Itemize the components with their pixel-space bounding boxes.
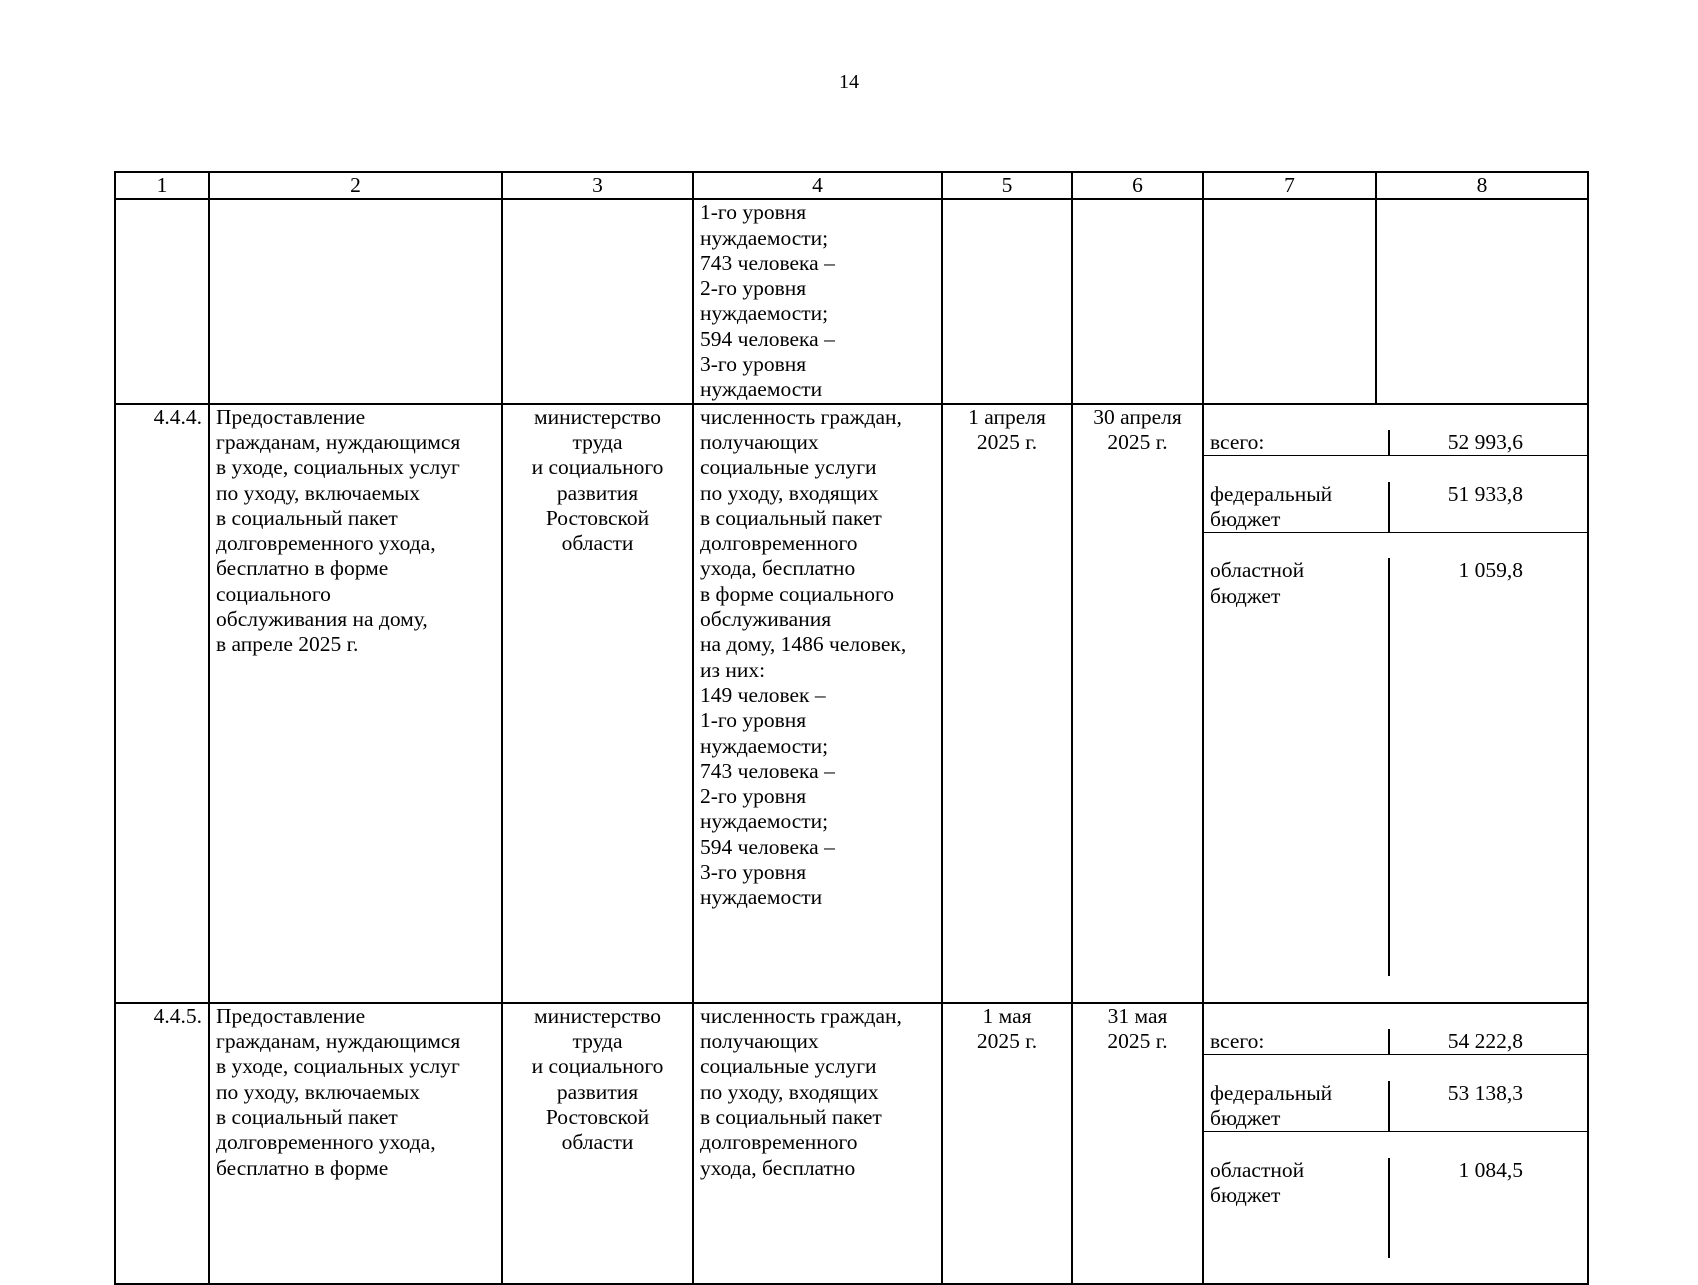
funding-total [1204,1029,1587,1055]
plan-table [114,171,1589,1285]
funding-value: 52 993,6 [1447,429,1523,454]
header-cell: 5 [942,172,1072,199]
funding-value: 1 084,5 [1458,1157,1523,1182]
executor-cell: министерство труда и социального развития Ростовской области [502,404,693,1003]
header-cell: 6 [1072,172,1203,199]
end-date: 31 мая 2025 г. [1072,1003,1203,1284]
empty-cell [1376,199,1588,403]
start-date: 1 мая 2025 г. [942,1003,1072,1284]
funding-label: областной бюджет [1204,558,1390,976]
funding-value: 1 059,8 [1458,558,1523,583]
funding-cell [1203,1003,1588,1284]
funding-value: 53 138,3 [1447,1080,1523,1105]
funding-label: федеральный бюджет [1204,1081,1390,1132]
row-number: 4.4.5. [115,1003,209,1284]
header-cell: 2 [209,172,502,199]
header-cell: 3 [502,172,693,199]
funding-total [1204,430,1587,456]
funding-federal [1204,1081,1587,1133]
funding-value: 54 222,8 [1447,1029,1523,1054]
header-cell: 4 [693,172,942,199]
activity-name: Предоставление гражданам, нуждающимся в уходе, социальных услуг по уходу, включаемых в социальный пакет долговременного ухода, бесплатно в форме [209,1003,502,1284]
funding-label: федеральный бюджет [1204,482,1390,533]
funding-cell [1203,404,1588,1003]
funding-label: всего: [1204,1029,1390,1054]
table-row-4-4-5 [115,1003,1588,1284]
funding-regional [1204,558,1587,976]
header-cell: 7 [1203,172,1376,199]
row-number: 4.4.4. [115,404,209,1003]
end-date: 30 апреля 2025 г. [1072,404,1203,1003]
table-row-4-4-4 [115,404,1588,1003]
empty-cell [1072,199,1203,403]
result-cell: численность граждан, получающих социальные услуги по уходу, входящих в социальный пакет долговременного ухода, бесплатно в форме социального обслуживания на дому, 1486 человек, из них: 149 человек – 1-го уровня нуждаемости; 743 человека – 2-го уровня нуждаемости; 594 человека – 3-го уровня нуждаемости [693,404,942,1003]
empty-cell [209,199,502,403]
funding-value: 51 933,8 [1447,481,1523,506]
funding-label: всего: [1204,430,1390,455]
activity-name: Предоставление гражданам, нуждающимся в уходе, социальных услуг по уходу, включаемых в социальный пакет долговременного ухода, бесплатно в форме социального обслуживания на дому, в апреле 2025 г. [209,404,502,1003]
empty-cell [502,199,693,403]
result-cell: численность граждан, получающих социальные услуги по уходу, входящих в социальный пакет долговременного ухода, бесплатно [693,1003,942,1284]
empty-cell [942,199,1072,403]
table-header-row [115,172,1588,199]
empty-cell [115,199,209,403]
result-cell: 1-го уровня нуждаемости; 743 человека – 2-го уровня нуждаемости; 594 человека – 3-го уровня нуждаемости [693,199,942,403]
header-cell: 8 [1376,172,1588,199]
empty-cell [1203,199,1376,403]
executor-cell: министерство труда и социального развития Ростовской области [502,1003,693,1284]
funding-label: областной бюджет [1204,1158,1390,1258]
start-date: 1 апреля 2025 г. [942,404,1072,1003]
funding-federal [1204,482,1587,534]
page-number: 14 [839,71,859,93]
header-cell: 1 [115,172,209,199]
funding-regional [1204,1158,1587,1258]
continuation-row [115,199,1588,403]
